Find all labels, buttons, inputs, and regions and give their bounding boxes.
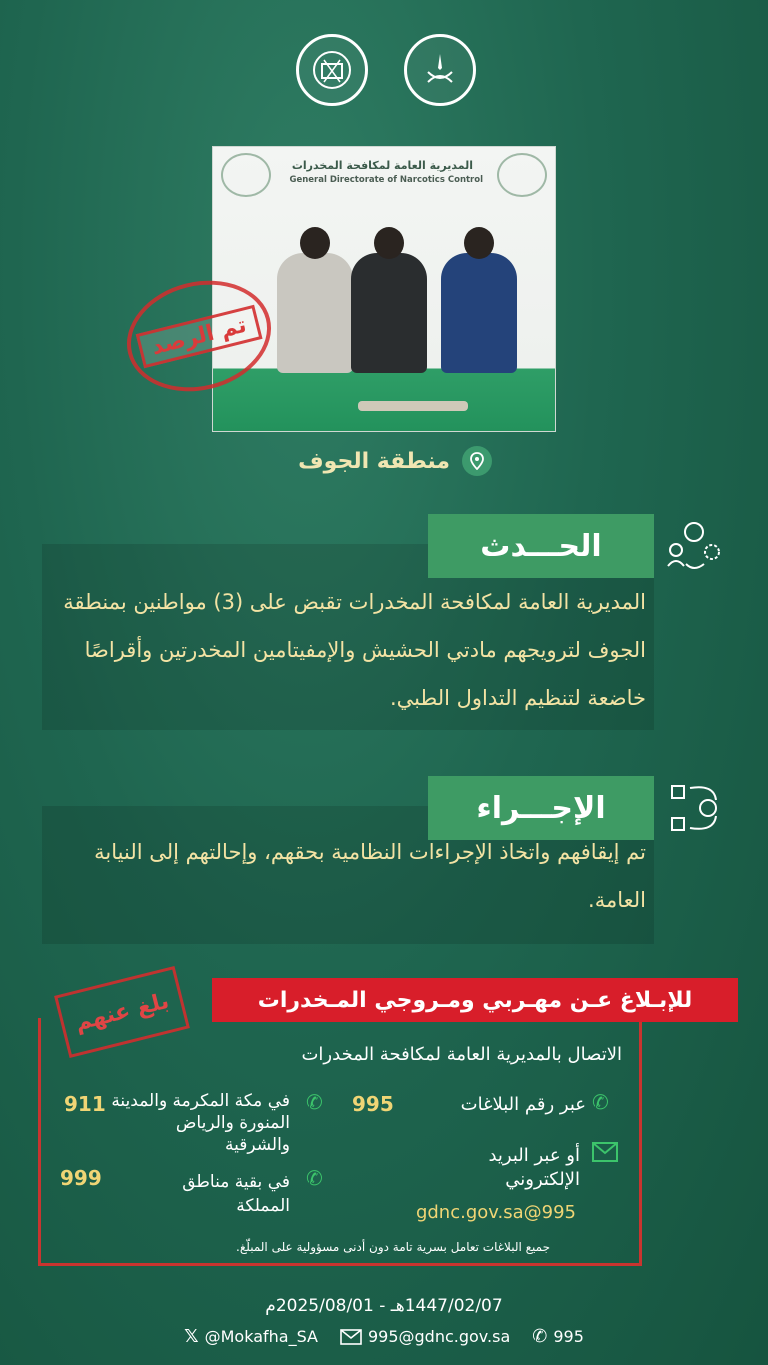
footer <box>0 1326 768 1347</box>
event-label: الحـــدث <box>428 514 654 578</box>
rest-label: في بقية مناطق المملكة <box>182 1172 290 1216</box>
directorate-logo <box>296 34 368 106</box>
arrest-photo <box>212 146 556 432</box>
footer-phone[interactable] <box>532 1326 584 1347</box>
mecca-label: في مكة المكرمة والمدينة المنورة والرياض والشرقية <box>111 1091 290 1155</box>
location <box>298 446 492 476</box>
report-email[interactable]: 995@gdnc.gov.sa <box>415 1202 576 1223</box>
report-banner: للإبـلاغ عـن مهـربي ومـروجي المـخدرات <box>212 978 738 1022</box>
footer-phone-text: 995 <box>553 1327 584 1346</box>
event-icon <box>664 520 724 576</box>
mail-icon <box>340 1329 362 1345</box>
action-text: تم إيقافهم واتخاذ الإجراءات النظامية بحقهم، وإحالتهم إلى النيابة العامة. <box>94 840 646 912</box>
twitter-handle: @Mokafha_SA <box>204 1327 318 1346</box>
phone-icon: ✆ <box>306 1090 323 1114</box>
mail-icon <box>592 1142 618 1166</box>
date: 1447/02/07هـ - 2025/08/01م <box>265 1296 503 1316</box>
phone-icon: ✆ <box>306 1166 323 1190</box>
location-name: منطقة الجوف <box>298 448 450 474</box>
person-3 <box>441 253 517 373</box>
via-number[interactable]: 995 <box>352 1092 394 1116</box>
event-text: المديرية العامة لمكافحة المخدرات تقبض على (3) مواطنين بمنطقة الجوف لترويجهم مادتي الحشيش والإمفيتامين المخدرتين وأقراصًا خاضعة لتنظيم التداول الطبي. <box>63 590 646 710</box>
footer-twitter[interactable] <box>184 1326 318 1347</box>
seized-items <box>358 401 468 411</box>
report-note: جميع البلاغات تعامل بسرية تامة دون أدنى مسؤولية على المبلّغ. <box>236 1240 550 1254</box>
email-label: أو عبر البريد الإلكتروني <box>488 1145 580 1190</box>
mecca-number[interactable]: 911 <box>64 1092 106 1116</box>
monitored-stamp: تم الرصد <box>115 266 283 406</box>
photo-logo-right <box>497 153 547 197</box>
footer-email[interactable] <box>340 1327 510 1346</box>
via-number-label: عبر رقم البلاغات <box>460 1094 586 1115</box>
person-1 <box>277 253 353 373</box>
photo-header-en: General Directorate of Narcotics Control <box>289 175 483 185</box>
footer-email-text: 995@gdnc.gov.sa <box>367 1327 511 1346</box>
report-stamp: بلغ عنهم <box>54 966 190 1058</box>
x-icon: 𝕏 <box>184 1326 199 1347</box>
person-2 <box>351 253 427 373</box>
action-label: الإجـــراء <box>428 776 654 840</box>
phone-icon: ✆ <box>592 1090 609 1114</box>
action-checklist-icon <box>664 780 724 840</box>
rest-number[interactable]: 999 <box>60 1166 102 1190</box>
photo-header-ar: المديرية العامة لمكافحة المخدرات <box>291 159 473 172</box>
phone-icon: ✆ <box>532 1326 548 1347</box>
location-pin-icon <box>462 446 492 476</box>
photo-logo-left <box>221 153 271 197</box>
report-subtitle: الاتصال بالمديرية العامة لمكافحة المخدرات <box>301 1044 622 1065</box>
ministry-emblem <box>404 34 476 106</box>
